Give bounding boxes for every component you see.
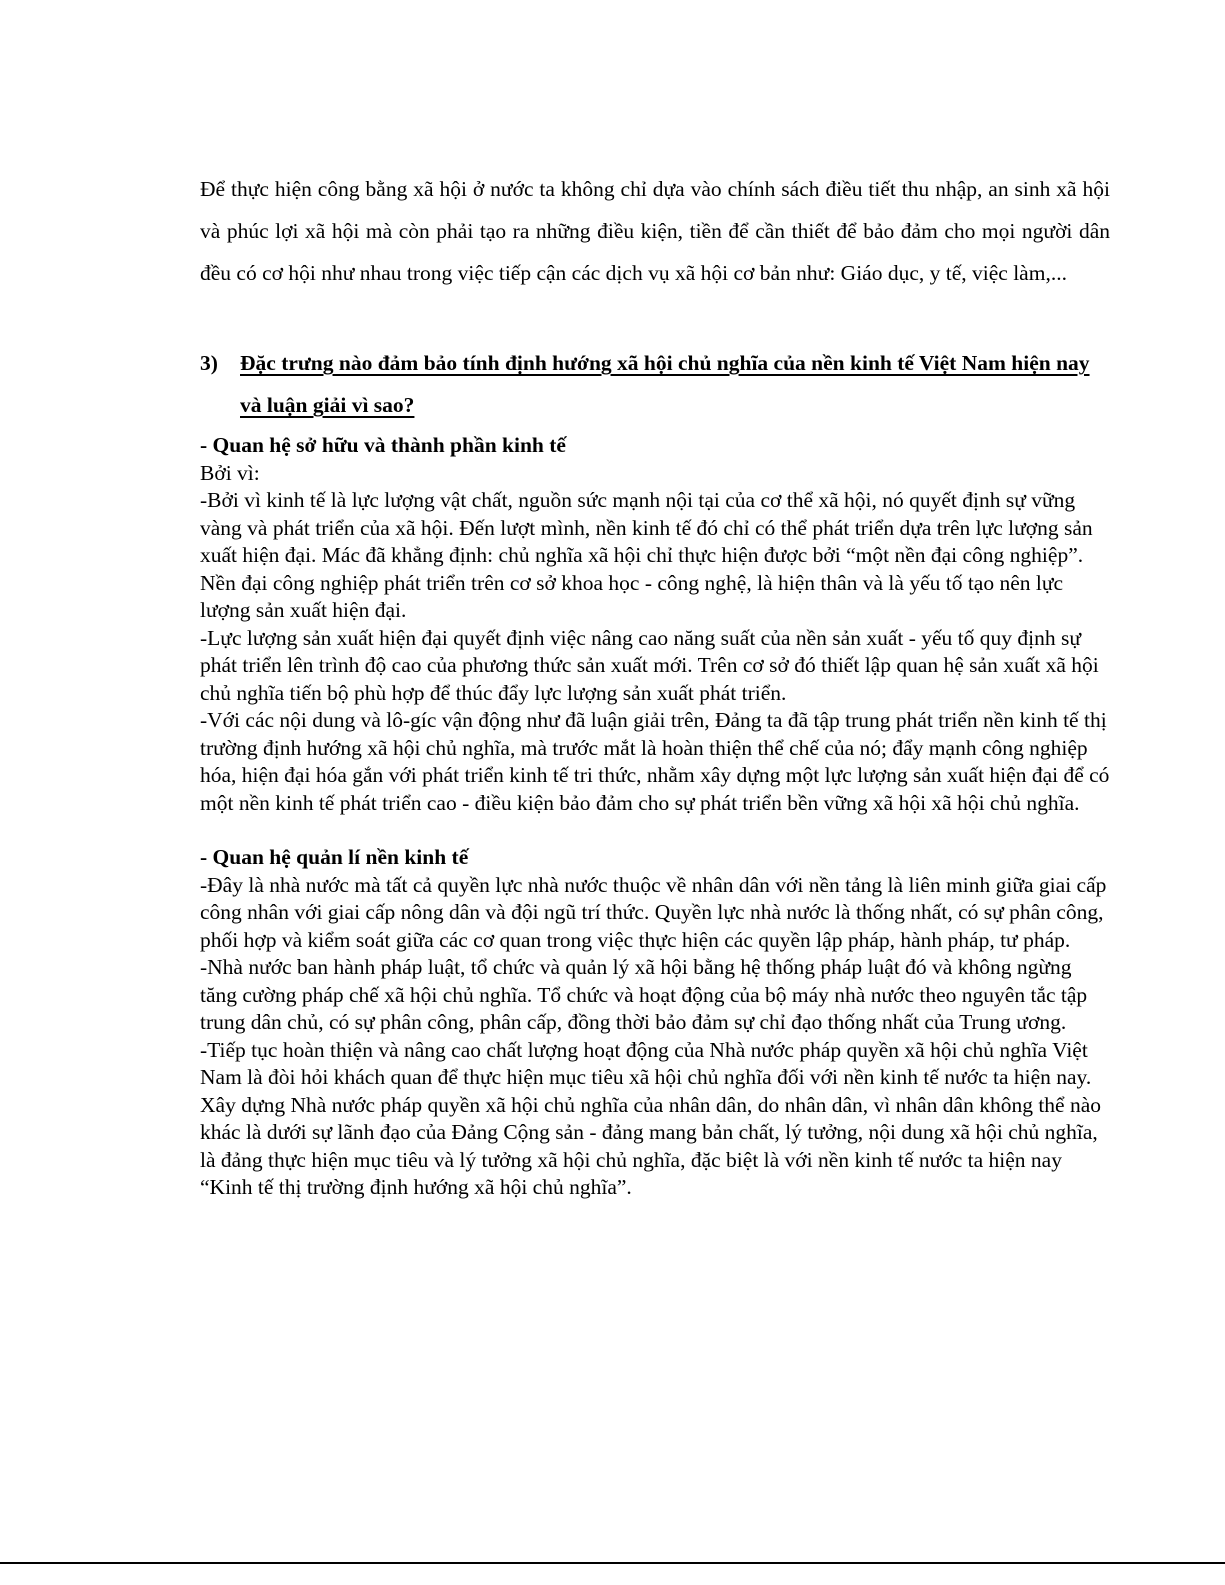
page-bottom-rule	[0, 1562, 1225, 1564]
question-heading	[200, 342, 1110, 426]
section-heading-ownership: - Quan hệ sở hữu và thành phần kinh tế	[200, 433, 566, 457]
document-content	[200, 168, 1110, 1202]
paragraph: -Nhà nước ban hành pháp luật, tổ chức và quản lý xã hội bằng hệ thống pháp luật đó và không ngừng tăng cường pháp chế xã hội chủ nghĩa. Tổ chức và hoạt động của bộ máy nhà nước theo nguyên tắc tập trung dân chủ, có sự phân công, phân cấp, đồng thời bảo đảm sự chỉ đạo thống nhất của Trung ương.	[200, 955, 1088, 1034]
section-spacer	[200, 817, 1110, 844]
section-lead: Bởi vì:	[200, 460, 260, 485]
section-management	[200, 844, 1110, 1202]
paragraph: -Đây là nhà nước mà tất cả quyền lực nhà nước thuộc về nhân dân với nền tảng là liên minh giữa giai cấp công nhân với giai cấp nông dân và đội ngũ trí thức. Quyền lực nhà nước là thống nhất, có sự phân công, phối hợp và kiểm soát giữa các cơ quan trong việc thực hiện các quyền lập pháp, hành pháp, tư pháp.	[200, 872, 1107, 952]
paragraph: -Với các nội dung và lô-gíc vận động như đã luận giải trên, Đảng ta đã tập trung phát triển nền kinh tế thị trường định hướng xã hội chủ nghĩa, mà trước mắt là hoàn thiện thể chế của nó; đẩy mạnh công nghiệp hóa, hiện đại hóa gắn với phát triển kinh tế tri thức, nhằm xây dựng một lực lượng sản xuất hiện đại để có một nền kinh tế phát triển cao - điều kiện bảo đảm cho sự phát triển bền vững xã hội xã hội chủ nghĩa.	[200, 708, 1110, 815]
section-ownership	[200, 432, 1110, 817]
intro-paragraph: Để thực hiện công bằng xã hội ở nước ta không chỉ dựa vào chính sách điều tiết thu nhập, an sinh xã hội và phúc lợi xã hội mà còn phải tạo ra những điều kiện, tiền để cần thiết để bảo đảm cho mọi người dân đều có cơ hội như nhau trong việc tiếp cận các dịch vụ xã hội cơ bản như: Giáo dục, y tế, việc làm,...	[200, 177, 1110, 285]
question-text: Đặc trưng nào đảm bảo tính định hướng xã hội chủ nghĩa của nền kinh tế Việt Nam hiện nay và luận giải vì sao?	[240, 351, 1090, 417]
section-heading-management: - Quan hệ quản lí nền kinh tế	[200, 845, 469, 869]
paragraph: -Tiếp tục hoàn thiện và nâng cao chất lượng hoạt động của Nhà nước pháp quyền xã hội chủ nghĩa Việt Nam là đòi hỏi khách quan để thực hiện mục tiêu xã hội chủ nghĩa đối với nền kinh tế nước ta hiện nay. Xây dựng Nhà nước pháp quyền xã hội chủ nghĩa của nhân dân, do nhân dân, vì nhân dân không thể nào khác là dưới sự lãnh đạo của Đảng Cộng sản - đảng mang bản chất, lý tưởng, nội dung xã hội chủ nghĩa, là đảng thực hiện mục tiêu và lý tưởng xã hội chủ nghĩa, đặc biệt là với nền kinh tế nước ta hiện nay “Kinh tế thị trường định hướng xã hội chủ nghĩa”.	[200, 1037, 1102, 1199]
question-number: 3)	[200, 351, 218, 375]
paragraph: -Bởi vì kinh tế là lực lượng vật chất, nguồn sức mạnh nội tại của cơ thể xã hội, nó quyết định sự vững vàng và phát triển của xã hội. Đến lượt mình, nền kinh tế đó chỉ có thể phát triển dựa trên lực lượng sản xuất hiện đại. Mác đã khẳng định: chủ nghĩa xã hội chỉ thực hiện được bởi “một nền đại công nghiệp”. Nền đại công nghiệp phát triển trên cơ sở khoa học - công nghệ, là hiện thân và là yếu tố tạo nên lực lượng sản xuất hiện đại.	[200, 488, 1093, 622]
paragraph: -Lực lượng sản xuất hiện đại quyết định việc nâng cao năng suất của nền sản xuất - yếu tố quy định sự phát triển lên trình độ cao của phương thức sản xuất mới. Trên cơ sở đó thiết lập quan hệ sản xuất xã hội chủ nghĩa tiến bộ phù hợp để thúc đẩy lực lượng sản xuất phát triển.	[200, 625, 1099, 705]
